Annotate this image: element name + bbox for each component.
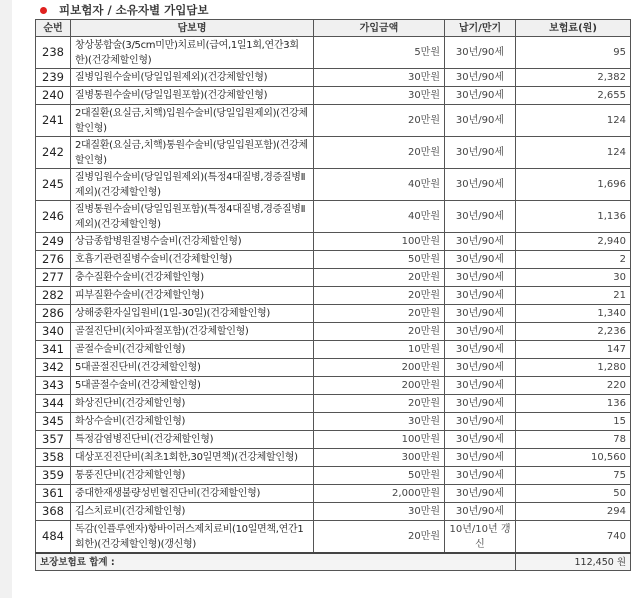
row-term: 30년/90세 [445,413,516,431]
table-row [36,87,631,105]
row-no: 245 [36,169,71,201]
row-coverage-name: 통풍진단비(건강체할인형) [71,467,314,485]
row-coverage-name: 골절수술비(건강체할인형) [71,341,314,359]
table-row [36,485,631,503]
table-row [36,201,631,233]
row-no: 286 [36,305,71,323]
table-row [36,323,631,341]
row-no: 358 [36,449,71,467]
row-no: 344 [36,395,71,413]
row-no: 484 [36,521,71,554]
row-amount: 30만원 [314,413,445,431]
row-coverage-name: 5대골절진단비(건강체할인형) [71,359,314,377]
row-no: 340 [36,323,71,341]
row-term: 30년/90세 [445,395,516,413]
row-coverage-name: 질병입원수술비(당일입원제외)(특정4대질병,경증질병Ⅱ제외)(건강체할인형) [71,169,314,201]
row-no: 241 [36,105,71,137]
row-premium: 2,236 [516,323,631,341]
row-term: 30년/90세 [445,341,516,359]
row-amount: 20만원 [314,323,445,341]
row-premium: 2 [516,251,631,269]
row-premium: 1,136 [516,201,631,233]
row-no: 341 [36,341,71,359]
bullet-dot-icon [40,7,47,14]
row-no: 277 [36,269,71,287]
row-coverage-name: 중대한재생불량성빈혈진단비(건강체할인형) [71,485,314,503]
row-amount: 200만원 [314,377,445,395]
row-coverage-name: 5대골절수술비(건강체할인형) [71,377,314,395]
row-premium: 30 [516,269,631,287]
table-row [36,521,631,554]
row-term: 30년/90세 [445,269,516,287]
row-amount: 20만원 [314,105,445,137]
row-no: 276 [36,251,71,269]
row-no: 240 [36,87,71,105]
row-premium: 78 [516,431,631,449]
row-premium: 147 [516,341,631,359]
row-amount: 40만원 [314,169,445,201]
row-premium: 740 [516,521,631,554]
row-coverage-name: 독감(인플루엔자)항바이러스제치료비(10일면책,연간1회한)(건강체할인형)(갱신형) [71,521,314,554]
row-premium: 2,940 [516,233,631,251]
row-amount: 200만원 [314,359,445,377]
row-term: 30년/90세 [445,105,516,137]
row-term: 30년/90세 [445,287,516,305]
row-amount: 20만원 [314,269,445,287]
row-term: 30년/90세 [445,251,516,269]
table-row [36,431,631,449]
table-row [36,341,631,359]
total-row [36,553,631,571]
table-row [36,105,631,137]
row-amount: 100만원 [314,233,445,251]
row-amount: 40만원 [314,201,445,233]
table-row [36,467,631,485]
row-coverage-name: 질병통원수술비(당일입원포함)(건강체할인형) [71,87,314,105]
total-label: 보장보험료 합계 : [36,553,516,571]
total-premium: 112,450 원 [516,553,631,571]
row-premium: 1,696 [516,169,631,201]
row-amount: 30만원 [314,503,445,521]
row-term: 30년/90세 [445,323,516,341]
row-amount: 100만원 [314,431,445,449]
row-term: 30년/90세 [445,233,516,251]
row-no: 359 [36,467,71,485]
row-coverage-name: 화상수술비(건강체할인형) [71,413,314,431]
row-term: 30년/90세 [445,201,516,233]
header-premium: 보험료(원) [516,20,631,37]
table-row [36,377,631,395]
row-amount: 30만원 [314,87,445,105]
row-term: 30년/90세 [445,87,516,105]
row-term: 30년/90세 [445,37,516,69]
row-no: 361 [36,485,71,503]
row-coverage-name: 골절진단비(치아파절포함)(건강체할인형) [71,323,314,341]
table-header-row [36,20,631,37]
row-term: 30년/90세 [445,137,516,169]
row-term: 30년/90세 [445,359,516,377]
table-row [36,305,631,323]
table-row [36,287,631,305]
row-coverage-name: 상해중환자실입원비(1일-30일)(건강체할인형) [71,305,314,323]
coverage-table [35,19,631,571]
row-no: 343 [36,377,71,395]
row-term: 30년/90세 [445,69,516,87]
row-premium: 75 [516,467,631,485]
row-term: 10년/10년 갱신 [445,521,516,554]
row-amount: 50만원 [314,251,445,269]
row-premium: 1,340 [516,305,631,323]
row-amount: 2,000만원 [314,485,445,503]
row-amount: 20만원 [314,395,445,413]
row-premium: 294 [516,503,631,521]
row-amount: 20만원 [314,287,445,305]
row-coverage-name: 화상진단비(건강체할인형) [71,395,314,413]
row-premium: 2,655 [516,87,631,105]
row-amount: 20만원 [314,305,445,323]
section-header [40,2,209,18]
row-term: 30년/90세 [445,503,516,521]
row-coverage-name: 충수질환수술비(건강체할인형) [71,269,314,287]
row-no: 238 [36,37,71,69]
row-premium: 124 [516,137,631,169]
row-no: 345 [36,413,71,431]
row-amount: 300만원 [314,449,445,467]
row-coverage-name: 피부질환수술비(건강체할인형) [71,287,314,305]
row-premium: 124 [516,105,631,137]
table-row [36,359,631,377]
header-term: 납기/만기 [445,20,516,37]
row-premium: 1,280 [516,359,631,377]
table-row [36,503,631,521]
row-premium: 50 [516,485,631,503]
row-coverage-name: 깁스치료비(건강체할인형) [71,503,314,521]
row-coverage-name: 창상봉합술(3/5cm미만)치료비(급여,1일1회,연간3회한)(건강체할인형) [71,37,314,69]
row-amount: 30만원 [314,69,445,87]
table-row [36,69,631,87]
row-term: 30년/90세 [445,431,516,449]
table-row [36,413,631,431]
row-coverage-name: 2대질환(요실금,치핵)통원수술비(당일입원포함)(건강체할인형) [71,137,314,169]
row-amount: 10만원 [314,341,445,359]
row-coverage-name: 특정감염병진단비(건강체할인형) [71,431,314,449]
row-term: 30년/90세 [445,169,516,201]
row-premium: 2,382 [516,69,631,87]
row-coverage-name: 상급종합병원질병수술비(건강체할인형) [71,233,314,251]
row-term: 30년/90세 [445,485,516,503]
row-amount: 20만원 [314,521,445,554]
table-row [36,395,631,413]
row-premium: 136 [516,395,631,413]
table-row [36,169,631,201]
row-coverage-name: 질병입원수술비(당일입원제외)(건강체할인형) [71,69,314,87]
row-term: 30년/90세 [445,305,516,323]
row-no: 368 [36,503,71,521]
row-amount: 50만원 [314,467,445,485]
table-row [36,233,631,251]
row-no: 246 [36,201,71,233]
row-coverage-name: 2대질환(요실금,치핵)입원수술비(당일입원제외)(건강체할인형) [71,105,314,137]
table-row [36,251,631,269]
table-row [36,449,631,467]
row-premium: 220 [516,377,631,395]
section-title: 피보험자 / 소유자별 가입담보 [59,3,209,17]
row-term: 30년/90세 [445,467,516,485]
row-premium: 95 [516,37,631,69]
table-row [36,269,631,287]
row-no: 242 [36,137,71,169]
row-coverage-name: 대상포진진단비(최초1회한,30일면책)(건강체할인형) [71,449,314,467]
table-body [36,37,631,571]
row-no: 357 [36,431,71,449]
row-no: 342 [36,359,71,377]
row-coverage-name: 호흡기관련질병수술비(건강체할인형) [71,251,314,269]
row-premium: 15 [516,413,631,431]
row-amount: 5만원 [314,37,445,69]
row-premium: 21 [516,287,631,305]
row-premium: 10,560 [516,449,631,467]
row-term: 30년/90세 [445,449,516,467]
row-coverage-name: 질병통원수술비(당일입원포함)(특정4대질병,경증질병Ⅱ제외)(건강체할인형) [71,201,314,233]
row-no: 249 [36,233,71,251]
row-no: 282 [36,287,71,305]
table-row [36,137,631,169]
header-no: 순번 [36,20,71,37]
header-amount: 가입금액 [314,20,445,37]
left-margin-strip [0,0,12,598]
row-term: 30년/90세 [445,377,516,395]
table-row [36,37,631,69]
header-name: 담보명 [71,20,314,37]
row-amount: 20만원 [314,137,445,169]
row-no: 239 [36,69,71,87]
